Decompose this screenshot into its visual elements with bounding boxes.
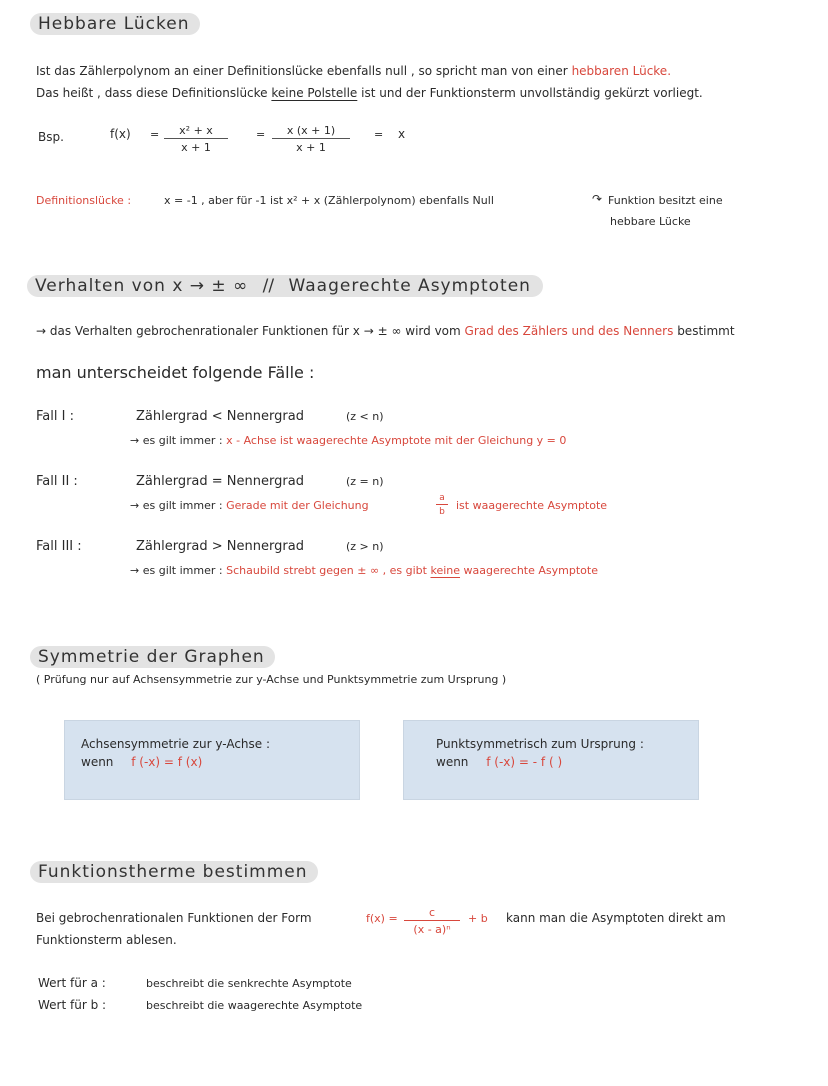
funktionstherme-text-b: kann man die Asymptoten direkt am <box>506 911 726 925</box>
row-wert-b-desc: beschreibt die waagerechte Asymptote <box>146 999 363 1012</box>
box-punktsymmetrie-title: Punktsymmetrisch zum Ursprung : <box>436 737 644 751</box>
fraction-2-denominator: x + 1 <box>296 141 326 154</box>
paragraph-line-2-end: ist und der Funktionsterm unvollständig gekürzt vorliegt. <box>361 86 703 100</box>
case-3-rule <box>130 564 598 577</box>
intro-text-end: bestimmt <box>677 324 735 338</box>
case-3-condition: Zählergrad > Nennergrad <box>136 539 304 554</box>
definitionsluecke-text: x = -1 , aber für -1 ist x² + x (Zählerpolynom) ebenfalls Null <box>164 194 494 207</box>
case-2-short: (z = n) <box>346 475 384 488</box>
funktionstherme-text-a: Bei gebrochenrationalen Funktionen der Form <box>36 911 312 925</box>
case-3-rule-text-mid: , es gibt <box>382 564 427 577</box>
case-1-label: Fall I : <box>36 409 74 424</box>
example-fraction-1 <box>164 124 228 154</box>
case-3-label: Fall III : <box>36 539 82 554</box>
heading-verhalten <box>27 275 543 297</box>
example-fx: f(x) <box>110 127 131 141</box>
form-fx: f(x) = <box>366 912 398 925</box>
intro-text-grad: Grad des Zählers und des Nenners <box>464 324 674 338</box>
term-hebbare-luecke: hebbaren Lücke. <box>571 64 672 78</box>
case-2-condition: Zählergrad = Nennergrad <box>136 474 304 489</box>
definitionsluecke-label: Definitionslücke : <box>36 194 132 207</box>
case-2-rule-text-b: ist waagerechte Asymptote <box>456 499 608 512</box>
heading-symmetrie: Symmetrie der Graphen <box>30 646 275 668</box>
example-result: x <box>398 127 406 141</box>
case-2-arrow-icon: → <box>130 499 140 512</box>
box-achsensymmetrie-title: Achsensymmetrie zur y-Achse : <box>81 737 271 751</box>
example-label: Bsp. <box>38 130 64 144</box>
row-wert-a-desc: beschreibt die senkrechte Asymptote <box>146 977 352 990</box>
term-keine-polstelle: keine Polstelle <box>271 86 358 100</box>
right-arrow-icon: → <box>36 324 47 338</box>
example-equals-3: = <box>374 128 384 141</box>
box-achsensymmetrie-formula: f (-x) = f (x) <box>131 755 203 769</box>
box-achsensymmetrie-condition <box>81 755 345 769</box>
fraction-2-numerator: x (x + 1) <box>272 124 350 139</box>
form-fraction <box>404 906 460 936</box>
box-punktsymmetrie-condition <box>420 755 684 769</box>
curved-arrow-icon: ↷ <box>592 192 603 206</box>
fraction-1-denominator: x + 1 <box>181 141 211 154</box>
heading-funktionstherme: Funktionstherme bestimmen <box>30 861 318 883</box>
cases-intro: man unterscheidet folgende Fälle : <box>36 363 315 382</box>
form-plus-b: + b <box>468 912 488 925</box>
form-fraction-numerator: c <box>404 906 460 921</box>
case-3-rule-text-a: Schaubild strebt gegen ± ∞ <box>226 564 380 577</box>
box-punktsymmetrie-wenn: wenn <box>436 755 469 769</box>
box-achsensymmetrie-wenn: wenn <box>81 755 114 769</box>
form-fraction-denominator: (x - a)ⁿ <box>413 923 451 936</box>
case-2-rule <box>130 499 369 512</box>
heading-hebbare-luecken: Hebbare Lücken <box>30 13 200 35</box>
example-equals-1: = <box>150 128 160 141</box>
case-1-rule-text: x - Achse ist waagerechte Asymptote mit der Gleichung y = 0 <box>226 434 567 447</box>
heading-separator: // <box>262 276 275 296</box>
heading-verhalten-part-b: Waagerechte Asymptoten <box>288 276 531 296</box>
example-fraction-2 <box>272 124 350 154</box>
intro-text-start: das Verhalten gebrochenrationaler Funktionen für x → ± ∞ wird vom <box>49 324 461 338</box>
example-equals-2: = <box>256 128 266 141</box>
case-2-rule-text-a: Gerade mit der Gleichung <box>226 499 369 512</box>
row-wert-a-label: Wert für a : <box>38 976 106 990</box>
case-3-short: (z > n) <box>346 540 384 553</box>
symmetrie-subtitle: ( Prüfung nur auf Achsensymmetrie zur y-Achse und Punktsymmetrie zum Ursprung ) <box>36 673 507 686</box>
case-1-short: (z < n) <box>346 410 384 423</box>
case-3-rule-text-b: waagerechte Asymptote <box>463 564 598 577</box>
case-2-fraction-numerator: a <box>436 493 448 505</box>
box-punktsymmetrie <box>403 720 699 800</box>
paragraph-line-2 <box>36 86 703 100</box>
case-1-condition: Zählergrad < Nennergrad <box>136 409 304 424</box>
def-note-line-1: Funktion besitzt eine <box>608 194 723 207</box>
case-1-rule-prefix: es gilt immer : <box>142 434 223 447</box>
row-wert-b-label: Wert für b : <box>38 998 107 1012</box>
case-1-arrow-icon: → <box>130 434 140 447</box>
case-2-rule-prefix: es gilt immer : <box>142 499 223 512</box>
case-3-rule-prefix: es gilt immer : <box>142 564 223 577</box>
fraction-1-numerator: x² + x <box>164 124 228 139</box>
paragraph-line-2-start: Das heißt , dass diese Definitionslücke <box>36 86 268 100</box>
intro-line <box>36 324 735 338</box>
case-2-label: Fall II : <box>36 474 78 489</box>
box-achsensymmetrie <box>64 720 360 800</box>
paragraph-line-1 <box>36 64 671 78</box>
funktionstherme-text-line-2: Funktionsterm ablesen. <box>36 933 177 947</box>
heading-verhalten-part-a: Verhalten von x → ± ∞ <box>35 276 249 296</box>
case-2-fraction-denominator: b <box>439 507 445 517</box>
paragraph-line-1-text: Ist das Zählerpolynom an einer Definitionslücke ebenfalls null , so spricht man von einer <box>36 64 568 78</box>
box-punktsymmetrie-formula: f (-x) = - f ( ) <box>486 755 563 769</box>
case-3-arrow-icon: → <box>130 564 140 577</box>
case-1-rule <box>130 434 566 447</box>
def-note-line-2: hebbare Lücke <box>610 215 691 228</box>
case-3-rule-keine: keine <box>430 564 461 577</box>
case-2-fraction <box>436 493 448 517</box>
